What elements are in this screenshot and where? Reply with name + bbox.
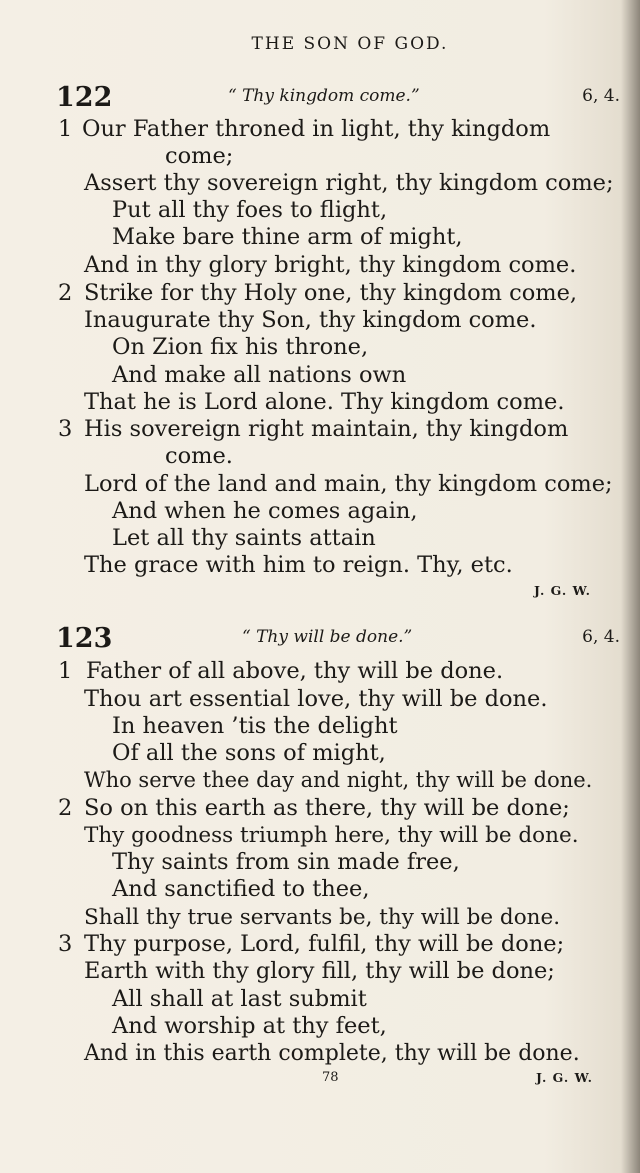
verse-number: 3	[58, 416, 73, 442]
hymn-line: And worship at thy feet,	[112, 1013, 387, 1039]
hymn-line: Our Father throned in light, thy kingdom	[82, 116, 551, 142]
hymn-line: Let all thy saints attain	[112, 525, 376, 551]
attribution: J. G. W.	[536, 1070, 594, 1085]
hymn-line: Assert thy sovereign right, thy kingdom come;	[84, 170, 614, 196]
hymn-line: Of all the sons of might,	[112, 740, 386, 766]
hymn-line: Put all thy foes to flight,	[112, 197, 388, 223]
verse-number: 1	[58, 658, 73, 684]
hymn-meter: 6, 4.	[582, 86, 620, 106]
hymn-line: Father of all above, thy will be done.	[86, 658, 504, 684]
hymn-header	[56, 82, 626, 112]
hymn-line: Earth with thy glory fill, thy will be done;	[84, 958, 555, 984]
hymn-line: Thou art essential love, thy will be done.	[84, 686, 548, 712]
verse-number: 2	[58, 280, 73, 306]
hymn-line: Inaugurate thy Son, thy kingdom come.	[84, 307, 537, 333]
hymn-line: Make bare thine arm of might,	[112, 224, 463, 250]
hymn-line: All shall at last submit	[112, 986, 367, 1012]
hymn-header	[56, 623, 626, 653]
hymn-line: Who serve thee day and night, thy will be done.	[84, 768, 593, 792]
hymn-number: 123	[56, 623, 113, 654]
hymn-line: And make all nations own	[112, 362, 407, 388]
hymn-line: come.	[165, 443, 233, 469]
hymn-line: On Zion fix his throne,	[112, 334, 369, 360]
verse-number: 3	[58, 931, 73, 957]
hymn-line: Thy goodness triumph here, thy will be done.	[84, 823, 579, 848]
hymn-motto: “ Thy kingdom come.”	[228, 86, 420, 106]
hymn-line: His sovereign right maintain, thy kingdom	[84, 416, 569, 442]
hymn-line: And in thy glory bright, thy kingdom come.	[84, 252, 577, 278]
hymn-line: come;	[165, 143, 234, 169]
hymn-line: Thy saints from sin made free,	[112, 849, 460, 875]
hymn-line: So on this earth as there, thy will be done;	[84, 795, 570, 821]
hymn-meter: 6, 4.	[582, 627, 620, 647]
hymn-line: The grace with him to reign. Thy, etc.	[84, 552, 513, 578]
hymn-line: And when he comes again,	[112, 498, 418, 524]
verse-number: 2	[58, 795, 73, 821]
hymn-motto: “ Thy will be done.”	[242, 627, 413, 647]
hymn-line: Lord of the land and main, thy kingdom come;	[84, 471, 613, 497]
hymn-line: And in this earth complete, thy will be done.	[84, 1041, 580, 1066]
attribution: J. G. W.	[534, 583, 592, 598]
hymn-line: Thy purpose, Lord, fulfil, thy will be done;	[84, 931, 565, 957]
hymn-line: In heaven ’tis the delight	[112, 713, 398, 739]
hymn-line: And sanctified to thee,	[112, 876, 370, 902]
hymn-number: 122	[56, 82, 113, 113]
hymn-line: Shall thy true servants be, thy will be done.	[84, 905, 561, 930]
hymn-line: That he is Lord alone. Thy kingdom come.	[84, 389, 565, 415]
running-head: THE SON OF GOD.	[251, 34, 449, 54]
page-number: 78	[322, 1070, 339, 1085]
hymn-line: Strike for thy Holy one, thy kingdom come,	[84, 280, 578, 306]
verse-number: 1	[58, 116, 73, 142]
